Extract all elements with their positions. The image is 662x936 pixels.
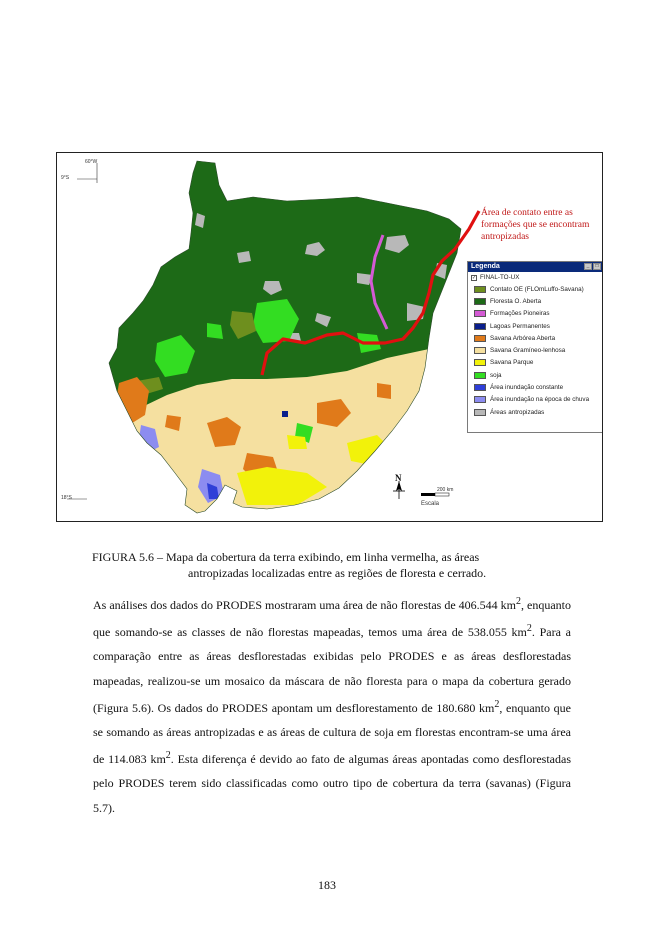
maximize-button[interactable]: □ (593, 263, 601, 270)
legend-swatch (474, 310, 486, 317)
superscript-1: 2 (516, 596, 521, 607)
coord-bottom-label: 18°S (61, 495, 72, 501)
legend-swatch (474, 286, 486, 293)
layer-name: FINAL-TO-UX (480, 274, 520, 281)
figure-map (56, 152, 603, 522)
caption-line-2: antropizadas localizadas entre as regiões de floresta e cerrado. (188, 566, 487, 580)
body-paragraph (93, 590, 571, 820)
legend-swatch (474, 372, 486, 379)
legend-item-label: Áreas antropizadas (490, 408, 545, 416)
legend-title: Legenda (471, 263, 500, 270)
page-number: 183 (318, 878, 336, 892)
legend-item (468, 344, 603, 356)
graticule-ticks (67, 163, 97, 499)
legend-item (468, 394, 603, 406)
paragraph-text-1: As análises dos dados do PRODES mostraram uma área de não florestas de 406.544 km (93, 598, 516, 612)
scale-label: Escala (421, 501, 440, 507)
legend-item (468, 381, 603, 393)
caption-line-1: FIGURA 5.6 – Mapa da cobertura da terra exibindo, em linha vermelha, as áreas (92, 550, 480, 564)
legend-item (468, 308, 603, 320)
superscript-4: 2 (165, 750, 171, 762)
legend-item-label: Área inundação na época de chuva (490, 396, 590, 404)
paragraph-text-2: , enquanto que somando-se as classes de não florestas mapeadas, temos uma área de 538.055 km (93, 598, 571, 640)
legend-swatch (474, 396, 486, 403)
legend-items (468, 283, 603, 418)
paragraph-text-3: . Para a comparação entre as áreas desflorestadas exibidas pelo PRODES e as áreas desflorestadas mapeadas, realizou-se um mosaico da máscara de não floresta para o mapa da cobertura gerado (Figura 5.6). Os dados do PRODES apontam um desflorestamento de 180.680 km (93, 625, 571, 715)
legend-layer-row[interactable] (468, 272, 603, 283)
superscript-3: 2 (494, 698, 500, 710)
paragraph-text-4: , enquanto que se somando as áreas antropizadas e as áreas de cultura de soja em florestas encontram-se uma área de 114.083 km (93, 700, 571, 767)
legend-swatch (474, 323, 486, 330)
legend-item (468, 357, 603, 369)
legend-item-label: Área inundação constante (490, 384, 564, 392)
legend-item (468, 369, 603, 381)
legend-item (468, 295, 603, 307)
contact-area-annotation: Área de contato entre as formações que se encontram antropizadas (481, 208, 590, 242)
paragraph-text-5: . Esta diferença é devido ao fato de algumas áreas apontadas como desflorestadas pelo PRODES terem sido classificadas como outro tipo de cobertura da terra (savanas) (Figura 5.7). (93, 752, 571, 815)
legend-swatch (474, 409, 486, 416)
legend-item-label: Savana Parque (490, 359, 534, 367)
legend-item-label: Contato OE (FLOmLuffo-Savana) (490, 285, 584, 293)
legend-item-label: Savana Gramíneo-lenhosa (490, 347, 566, 355)
legend-item-label: soja (490, 371, 502, 379)
legend-panel (467, 261, 603, 433)
scale-bar (421, 493, 449, 496)
north-arrow (393, 481, 405, 499)
superscript-2: 2 (526, 623, 532, 635)
north-label: N (395, 473, 402, 483)
legend-swatch (474, 347, 486, 354)
minimize-button[interactable]: _ (584, 263, 592, 270)
legend-item-label: Floresta O. Aberta (490, 297, 542, 305)
coord-top-left-label: 60°W (85, 159, 98, 165)
layer-checkbox[interactable]: ✓ (472, 274, 477, 281)
figure-caption (92, 549, 572, 581)
legend-swatch (474, 384, 486, 391)
legend-swatch (474, 298, 486, 305)
legend-item (468, 283, 603, 295)
scale-value: 200 km (437, 487, 454, 493)
legend-item-label: Formações Pioneiras (490, 310, 550, 318)
legend-swatch (474, 359, 486, 366)
legend-title-bar[interactable] (468, 262, 603, 272)
legend-item (468, 406, 603, 418)
legend-item-label: Lagoas Permanentes (490, 322, 550, 330)
legend-item-label: Savana Arbórea Aberta (490, 334, 556, 342)
legend-item (468, 320, 603, 332)
legend-item (468, 332, 603, 344)
coord-top-label: 9°S (61, 175, 70, 181)
legend-swatch (474, 335, 486, 342)
